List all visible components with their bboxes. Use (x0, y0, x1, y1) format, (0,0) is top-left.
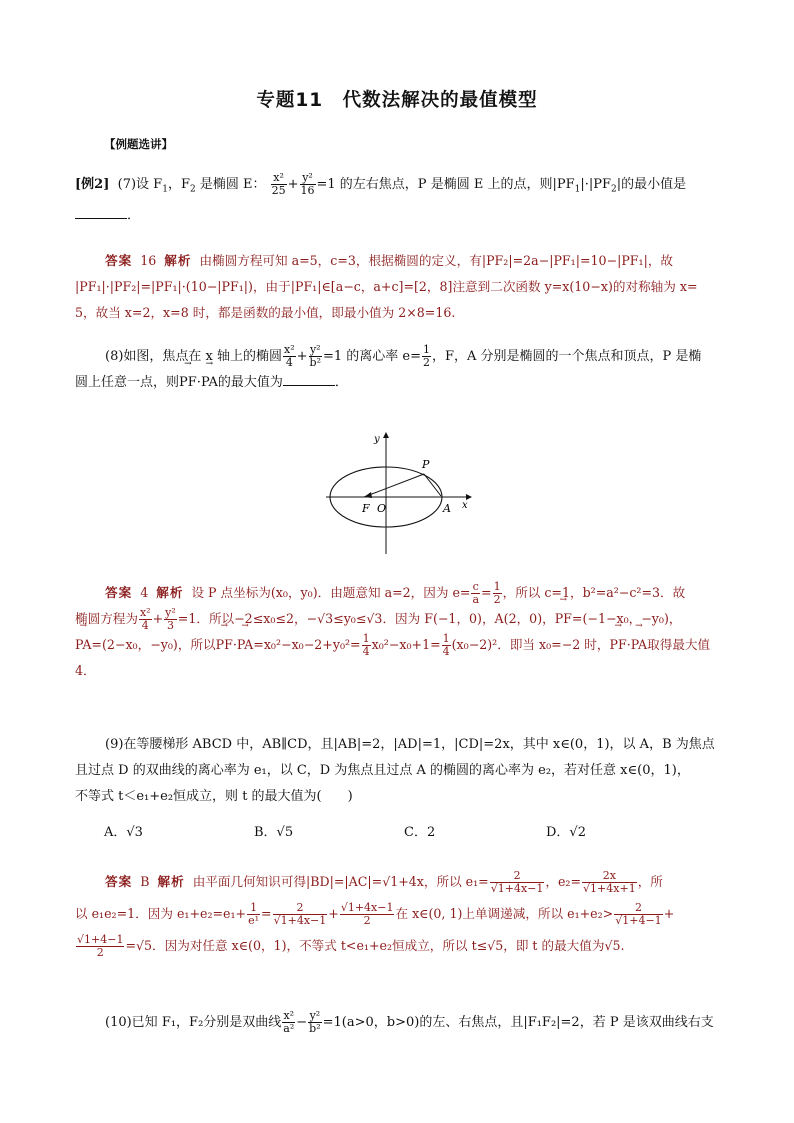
question-9: (9)在等腰梯形 ABCD 中，AB∥CD，且|AB|=2，|AD|=1，|CD|=2x，其中 x∈(0，1)，以 A，B 为焦点 且过点 D 的双曲线的离心率为 e₁，以 C，D 为焦点且过点 A 的椭圆的离心率为 e₂，若对任意 x∈(0，1)， 不等式 t＜e₁+e₂恒成立，则 t 的最大值为( ) (75, 737, 715, 804)
question-10: (10)已知 F₁，F₂分别是双曲线 $\frac{\text{x²}}{\text{a²}}$ − $\frac{\text{y²}}{\text{b²}}$ =1(a>0，b>0)的左、右焦点，且|F₁F₂|=2，若 P 是该双曲线右支 (105, 1009, 714, 1035)
axis-x-label: x (462, 500, 468, 511)
answer-blank (75, 204, 127, 219)
fraction: $\frac{\text{x²}}{25}$ (271, 171, 286, 197)
axis-y-label: y (374, 434, 380, 445)
vector-PF (364, 474, 424, 497)
answer-blank (283, 371, 335, 386)
question-7: [例2] (7)设 $F_1$，$F_2$ 是椭圆 E： $\frac{\text{x²}}{25}$ + $\frac{\text{y²}}{16}$ =1 的左右焦点，P 是椭圆 E 上的点，则$|PF_1|\cdot|PF_2|$的最小值是 ． (75, 171, 687, 223)
ellipse-figure (320, 430, 480, 560)
option-d: D．√2 (546, 825, 586, 840)
option-c: C．2 (404, 825, 436, 840)
point-O-label: O (377, 502, 387, 515)
fraction: $\frac{\text{y²}}{16}$ (300, 171, 315, 197)
section-tag: 【例题选讲】 (104, 137, 173, 151)
point-A-label: A (443, 502, 451, 515)
point-P-label: P (422, 458, 430, 471)
question-8: (8)如图，焦点在 x 轴上的椭圆 $\frac{\text{x²}}{4}$ + $\frac{\text{y²}}{\text{b²}}$ =1 的离心率 e= $\frac{1}{2}$ ，F，A 分别是椭圆的一个焦点和顶点，P 是椭 圆上任意一点，则→ PF·→ PA的最大值为 ． (75, 344, 725, 396)
page-title: 专题11 代数法解决的最值模型 (256, 90, 538, 111)
option-a: A．√3 (104, 825, 143, 840)
answer-8: 答案 4 解析 设 P 点坐标为(x₀，y₀)．由题意知 a=2，因为 e= $\frac{c}{a}$ = $\frac{1}{2}$ ，所以 c=1，b²=a²−c²=3．故 椭圆方程为 $\frac{\text{x²}}{4}$ + $\frac{\text{y²}}{3}$ =1．所以−2≤x₀≤2，−√3≤y₀≤√3．因为 F(−1，0)，A(2，0)，→ PF=(−1−x₀，−y₀)， → PA=(2−x₀，−y₀)，所以→ PF·→ PA=x₀²−x₀−2+y₀²= $\frac{1}{4}$ x₀²−x₀+1= $\frac{1}{4}$ (x₀−2)²．即当 x₀=−2 时，→ PF·→ PA取得最大值 4． (75, 580, 725, 684)
answer-7: 答案 16 解析 由椭圆方程可知 a=5，c=3，根据椭圆的定义，有|PF₂|=2a−|PF₁|=10−|PF₁|，故 |PF₁|·|PF₂|=|PF₁|·(10−|PF₁|)，由于|PF₁|∈[a−c，a+c]=[2，8]注意到二次函数 y=x(10−x)的对称轴为 x= 5，故当 x=2，x=8 时，都是函数的最小值，即最小值为 2×8=16. (75, 253, 698, 320)
vector-PA (424, 474, 441, 496)
option-b: B．√5 (254, 825, 294, 840)
point-F-label: F (362, 502, 370, 515)
answer-9: 答案 B 解析 由平面几何知识可得|BD|=|AC|=√1+4x，所以 e₁= $\frac{2}{√1+4x-1}$ ，e₂= $\frac{2x}{√1+4x+1}$ ，所 以 e₁e₂=1．因为 e₁+e₂=e₁+ $\frac{1}{\text{e¹}}$ = $\frac{2}{√1+4x-1}$ + $\frac{√1+4x-1}{2}$ 在 x∈(0, 1)上单调递减，所以 e₁+e₂> $\frac{2}{√1+4-1}$ + $\frac{√1+4-1}{2}$ =√5．因为对任意 x∈(0，1)，不等式 t<e₁+e₂恒成立，所以 t≤√5，即 t 的最大值为√5. (75, 869, 675, 959)
example-label: [例2] (75, 177, 110, 192)
